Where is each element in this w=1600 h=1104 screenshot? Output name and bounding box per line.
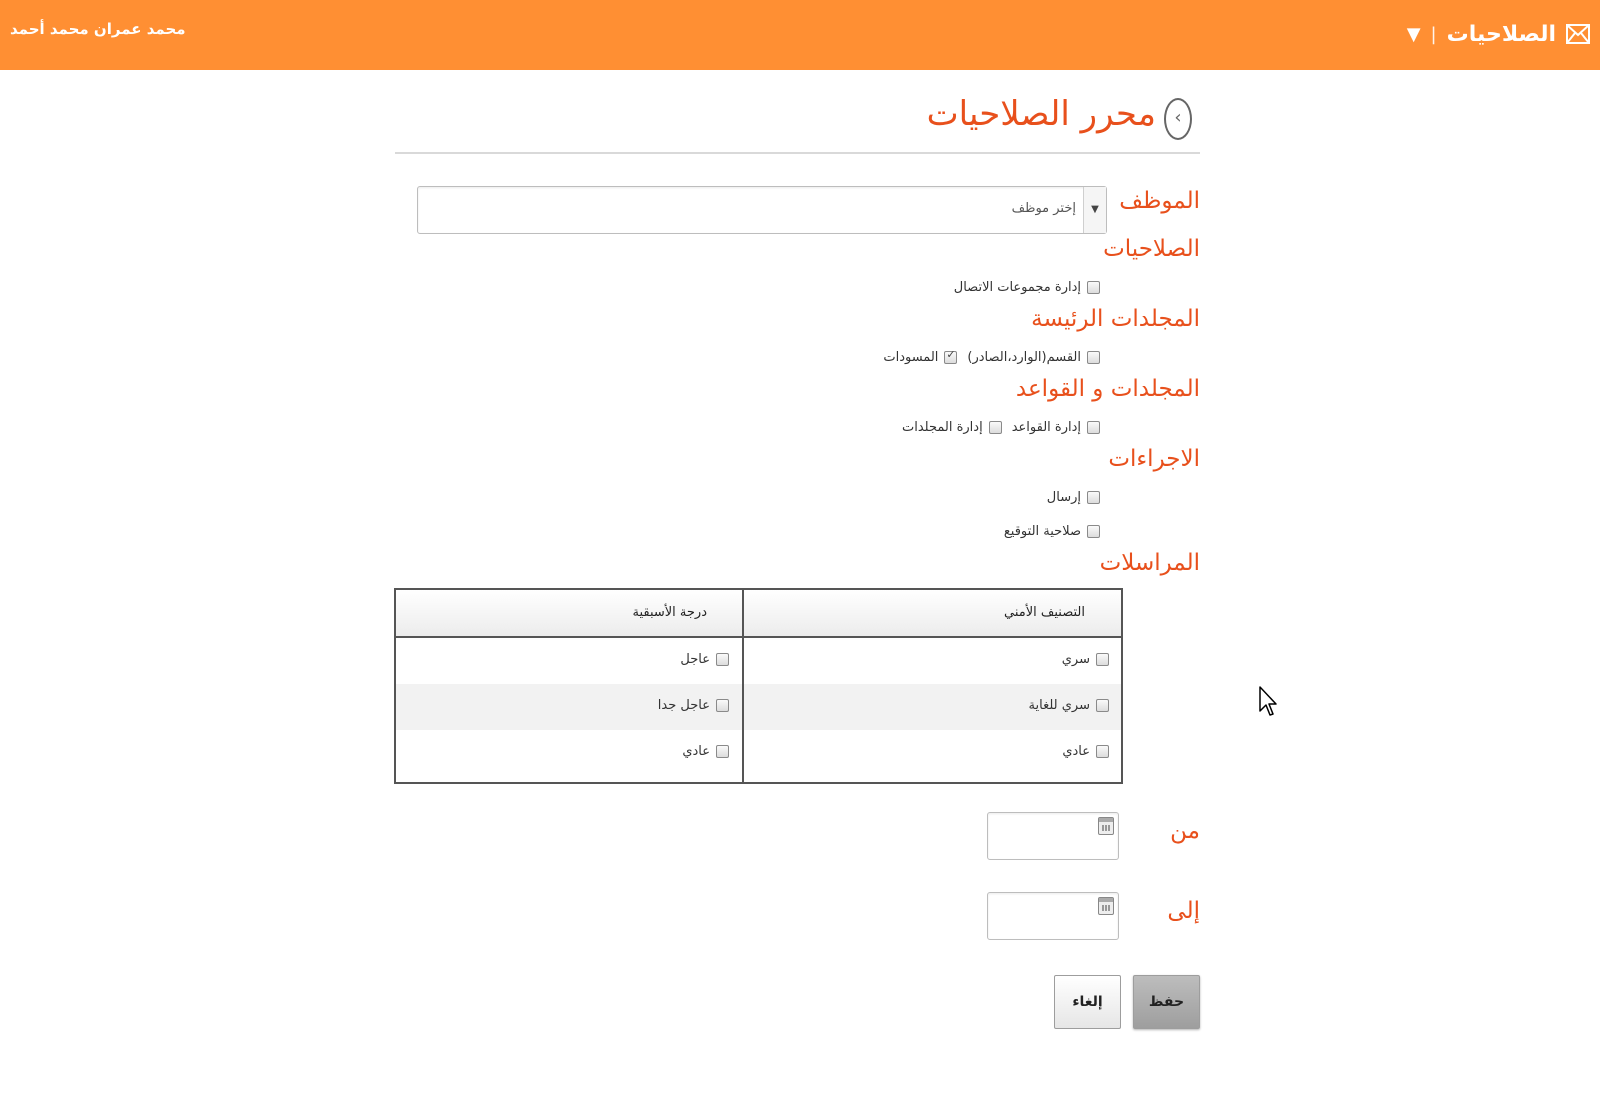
procedures-label: الاجراءات	[1108, 446, 1200, 472]
table-row	[396, 730, 1121, 776]
checkbox-label: إرسال	[1046, 490, 1081, 505]
calendar-icon[interactable]	[1098, 897, 1114, 915]
cell-label: عاجل جدا	[657, 698, 710, 713]
checkbox[interactable]	[1096, 745, 1109, 758]
from-date-input[interactable]	[987, 812, 1119, 860]
page-title: محرر الصلاحيات	[926, 94, 1156, 134]
manage-folders[interactable]	[902, 420, 1002, 435]
checkbox-label: صلاحية التوقيع	[1003, 524, 1081, 539]
checkbox[interactable]	[1087, 525, 1100, 538]
manage-rules[interactable]	[1012, 420, 1100, 435]
correspondence-label: المراسلات	[1099, 550, 1200, 576]
app-menu[interactable]	[1407, 14, 1590, 54]
folder-department[interactable]	[967, 350, 1100, 365]
procedure-send[interactable]	[1047, 490, 1100, 505]
employee-label: الموظف	[1119, 188, 1200, 214]
checkbox[interactable]	[1087, 421, 1100, 434]
table-row	[396, 638, 1121, 684]
page-header	[395, 90, 1200, 154]
procedure-send-row	[1037, 490, 1100, 505]
folders-rules-row	[892, 420, 1100, 435]
checkbox-label: القسم(الوارد،الصادر)	[967, 350, 1081, 365]
priority-option[interactable]	[658, 698, 729, 713]
to-date-label: إلى	[1167, 898, 1200, 924]
checkbox[interactable]	[1087, 351, 1100, 364]
checkbox[interactable]	[1096, 699, 1109, 712]
dropdown-arrow-icon[interactable]: ▼	[1083, 187, 1106, 233]
permissions-label: الصلاحيات	[1103, 236, 1200, 262]
table-row	[396, 684, 1121, 730]
cell-label: سري	[1061, 652, 1090, 667]
checkbox-label: إدارة المجلدات	[902, 420, 983, 435]
save-button[interactable]: حفظ	[1133, 975, 1200, 1029]
priority-option[interactable]	[680, 652, 729, 667]
folders-rules-label: المجلدات و القواعد	[1015, 376, 1200, 402]
calendar-icon[interactable]	[1098, 817, 1114, 835]
checkbox[interactable]	[716, 745, 729, 758]
checkbox-label: المسودات	[883, 350, 939, 365]
app-title: الصلاحيات	[1446, 21, 1556, 47]
security-option[interactable]	[1062, 652, 1109, 667]
table-header	[396, 590, 1121, 638]
correspondence-table	[394, 588, 1123, 784]
mouse-cursor-icon	[1258, 685, 1278, 717]
to-date-input[interactable]	[987, 892, 1119, 940]
main-folders-label: المجلدات الرئيسة	[1031, 306, 1200, 332]
from-date-label: من	[1170, 818, 1200, 844]
checkbox-label: إدارة مجموعات الاتصال	[953, 280, 1081, 295]
permissions-row	[944, 280, 1100, 295]
checkbox[interactable]	[1087, 491, 1100, 504]
checkbox[interactable]	[716, 699, 729, 712]
security-option[interactable]	[1062, 744, 1109, 759]
checkbox[interactable]	[989, 421, 1002, 434]
chevron-down-icon[interactable]: ▼	[1406, 23, 1421, 45]
employee-select[interactable]	[417, 186, 1107, 234]
cell-label: عادي	[1062, 744, 1090, 759]
cell-label: عادي	[682, 744, 710, 759]
column-header-priority: درجة الأسبقية	[632, 605, 707, 620]
checkbox[interactable]	[716, 653, 729, 666]
checkbox[interactable]	[1087, 281, 1100, 294]
employee-select-placeholder: إختر موظف	[1011, 201, 1076, 216]
checkbox-label: إدارة القواعد	[1011, 420, 1081, 435]
cell-label: سري للغاية	[1028, 698, 1090, 713]
mail-icon	[1566, 24, 1590, 44]
security-option[interactable]	[1029, 698, 1109, 713]
user-name[interactable]: محمد عمران محمد أحمد	[10, 20, 186, 38]
column-header-security: التصنيف الأمني	[1004, 605, 1085, 620]
procedure-sign[interactable]	[1004, 524, 1100, 539]
cancel-button[interactable]: إلغاء	[1054, 975, 1121, 1029]
main-folders-row	[873, 350, 1100, 365]
checkbox-checked[interactable]	[944, 351, 957, 364]
title-separator: |	[1430, 23, 1437, 45]
column-divider	[742, 590, 744, 782]
top-bar	[0, 0, 1600, 70]
priority-option[interactable]	[682, 744, 729, 759]
folder-drafts[interactable]	[883, 350, 957, 365]
permission-manage-contact-groups[interactable]	[954, 280, 1100, 295]
back-icon[interactable]: ‹	[1164, 98, 1192, 140]
checkbox[interactable]	[1096, 653, 1109, 666]
cell-label: عاجل	[680, 652, 710, 667]
procedure-sign-row	[994, 524, 1100, 539]
